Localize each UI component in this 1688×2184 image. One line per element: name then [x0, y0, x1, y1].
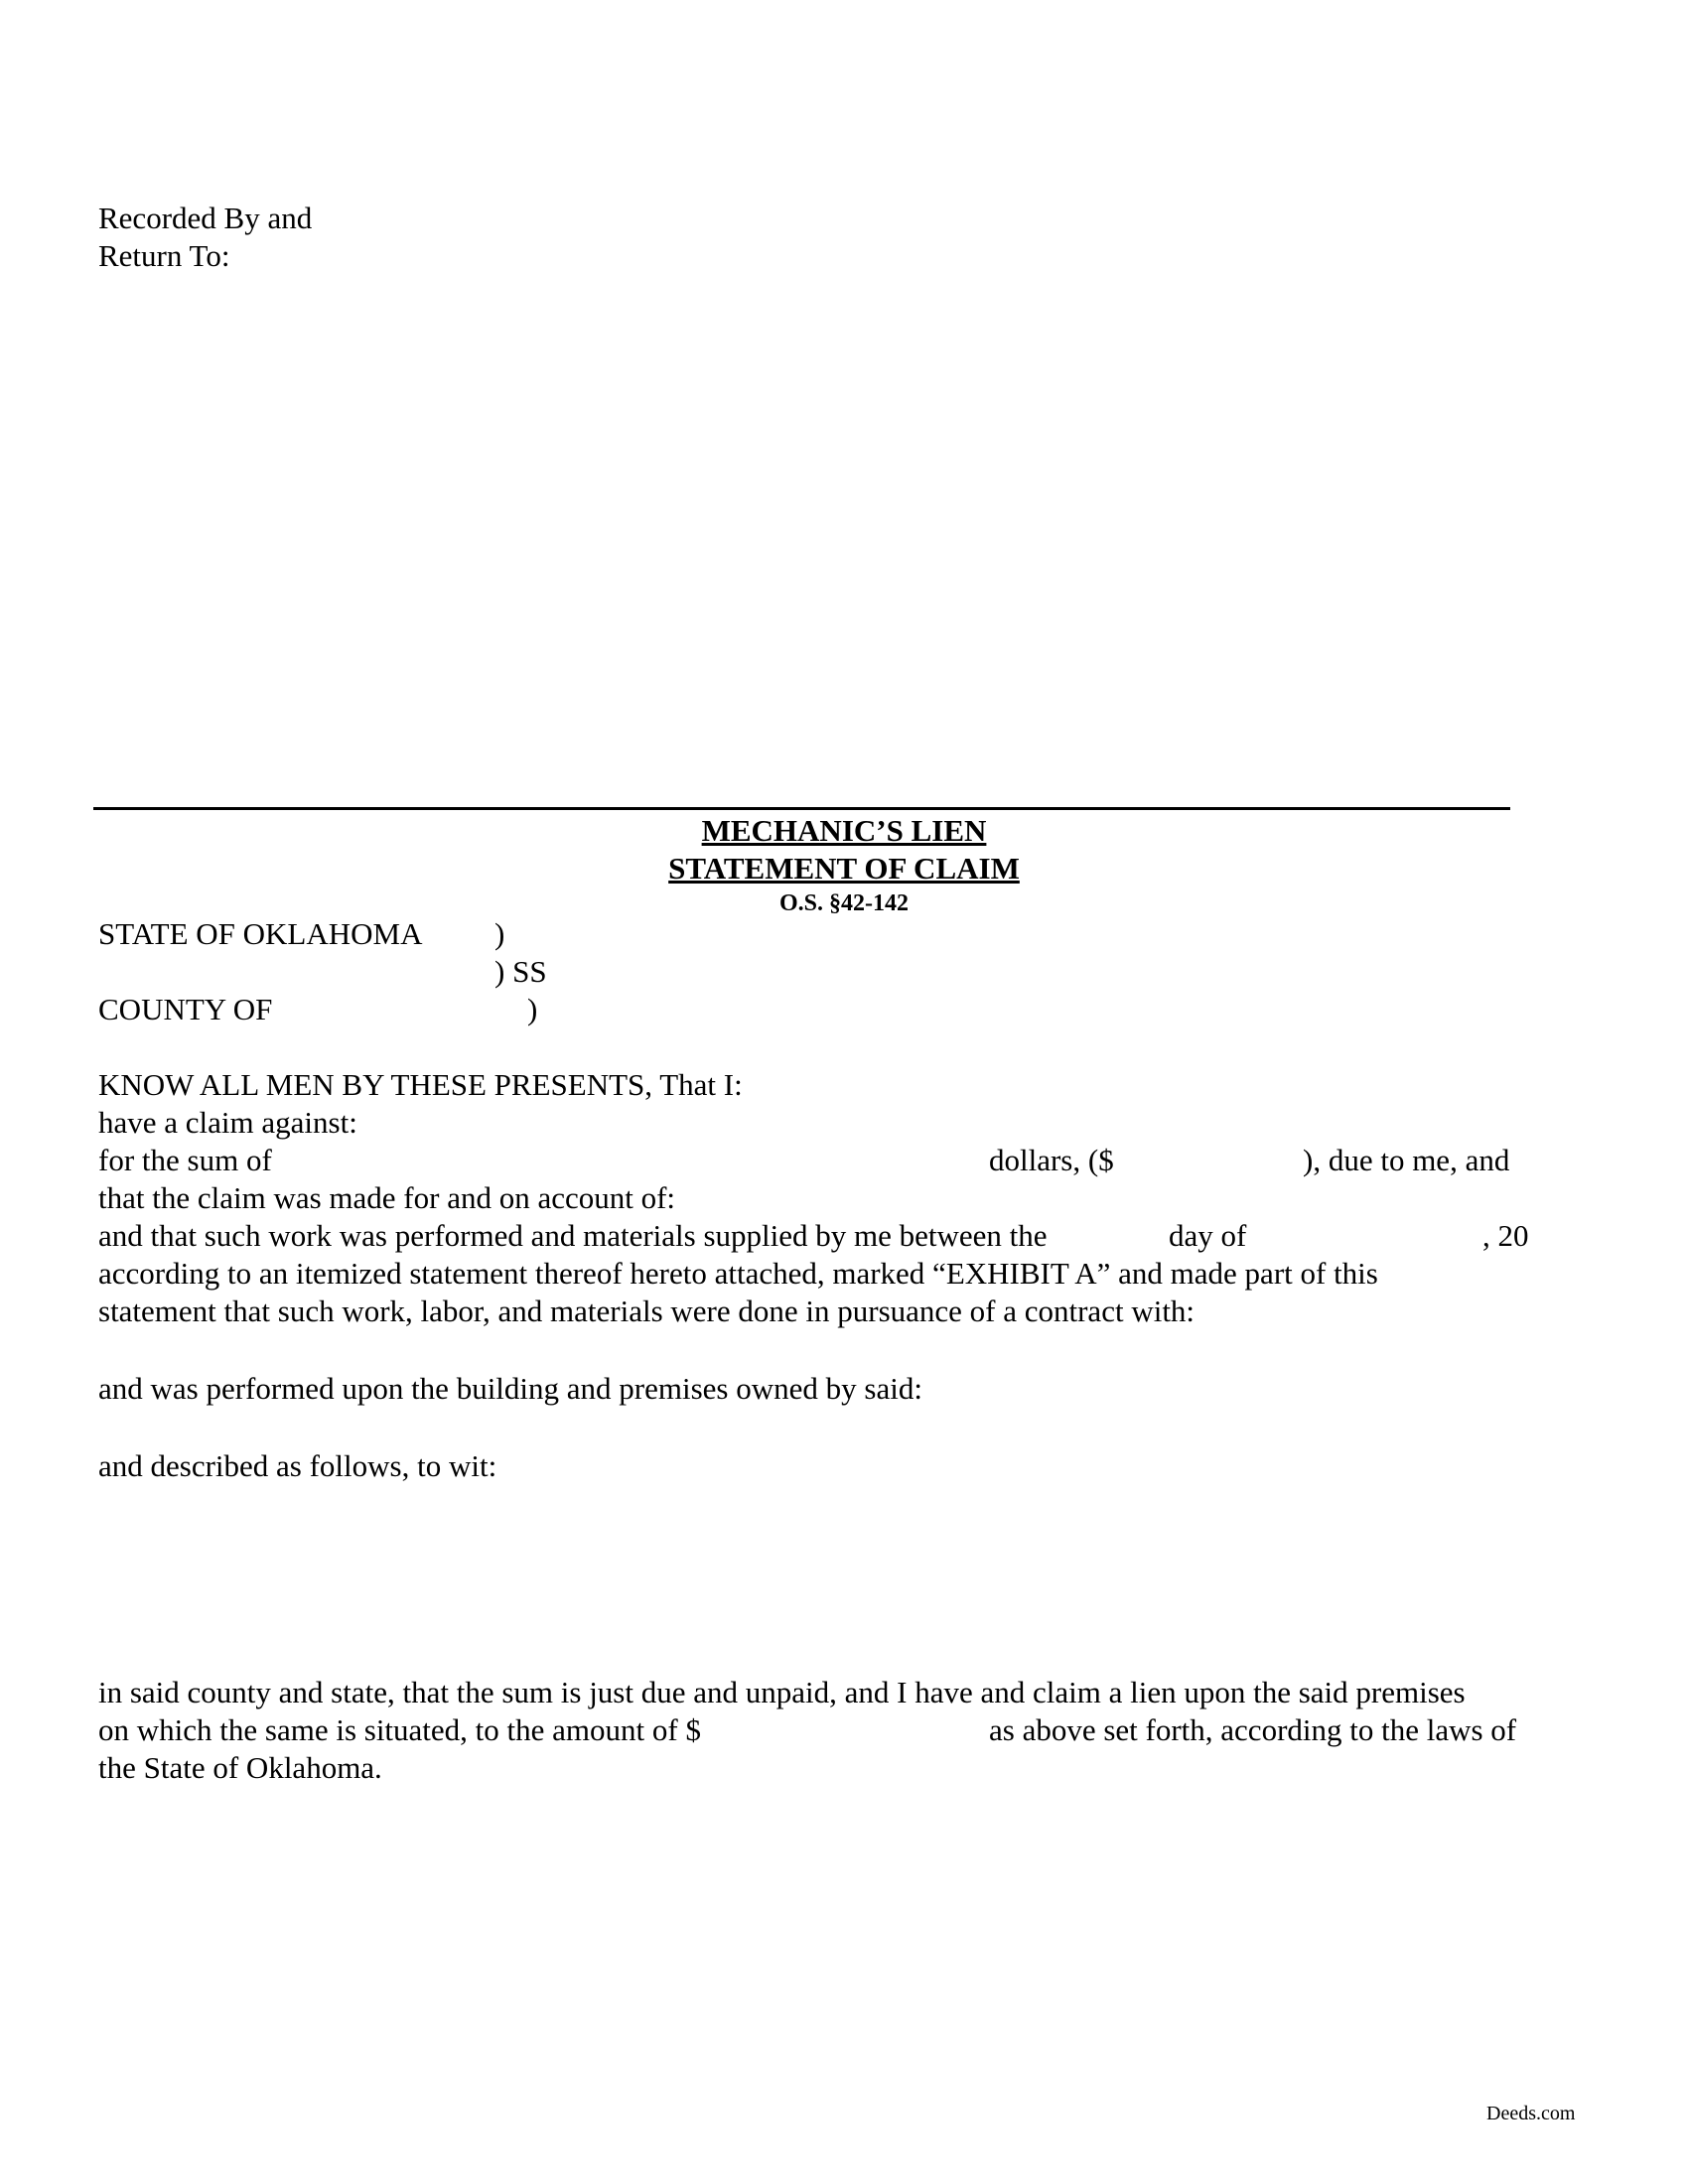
dollars-label: dollars, ($: [989, 1143, 1114, 1177]
venue-county: COUNTY OF: [98, 992, 273, 1026]
due-to-me-label: ), due to me, and: [1303, 1143, 1510, 1177]
laws-label: as above set forth, according to the laws of: [989, 1712, 1517, 1747]
venue-state: STATE OF OKLAHOMA: [98, 916, 423, 951]
statute-reference: O.S. §42-142: [778, 890, 909, 916]
venue-ss: ) SS: [494, 954, 547, 989]
footer-brand: Deeds.com: [1486, 2103, 1576, 2124]
venue-paren: ): [527, 992, 538, 1026]
amount-label: on which the same is situated, to the amount of $: [98, 1712, 701, 1747]
document-title: MECHANIC’S LIEN: [701, 813, 987, 848]
recorded-by-label: Recorded By and: [98, 201, 313, 235]
sum-of-label: for the sum of: [98, 1143, 272, 1177]
legal-description-label: and described as follows, to wit:: [98, 1448, 497, 1483]
state-of-oklahoma-line: the State of Oklahoma.: [98, 1750, 382, 1785]
contract-line: statement that such work, labor, and materials were done in pursuance of a contract with:: [98, 1294, 1196, 1328]
return-to-label: Return To:: [98, 238, 230, 273]
exhibit-line: according to an itemized statement thereof hereto attached, marked “EXHIBIT A” and made part of this: [98, 1256, 1378, 1291]
work-performed-line: and that such work was performed and materials supplied by me between the: [98, 1218, 1048, 1253]
venue-paren: ): [494, 916, 505, 951]
header-divider: [93, 807, 1510, 810]
lien-claim-line: in said county and state, that the sum is just due and unpaid, and I have and claim a lien upon the said premises: [98, 1675, 1466, 1709]
know-all-men-line: KNOW ALL MEN BY THESE PRESENTS, That I:: [98, 1067, 743, 1102]
year-label: , 20: [1482, 1218, 1529, 1253]
claim-against-line: have a claim against:: [98, 1105, 357, 1140]
premises-owner-line: and was performed upon the building and premises owned by said:: [98, 1371, 922, 1406]
day-of-label: day of: [1169, 1218, 1247, 1253]
document-subtitle: STATEMENT OF CLAIM: [668, 851, 1020, 886]
account-of-line: that the claim was made for and on account of:: [98, 1180, 676, 1215]
